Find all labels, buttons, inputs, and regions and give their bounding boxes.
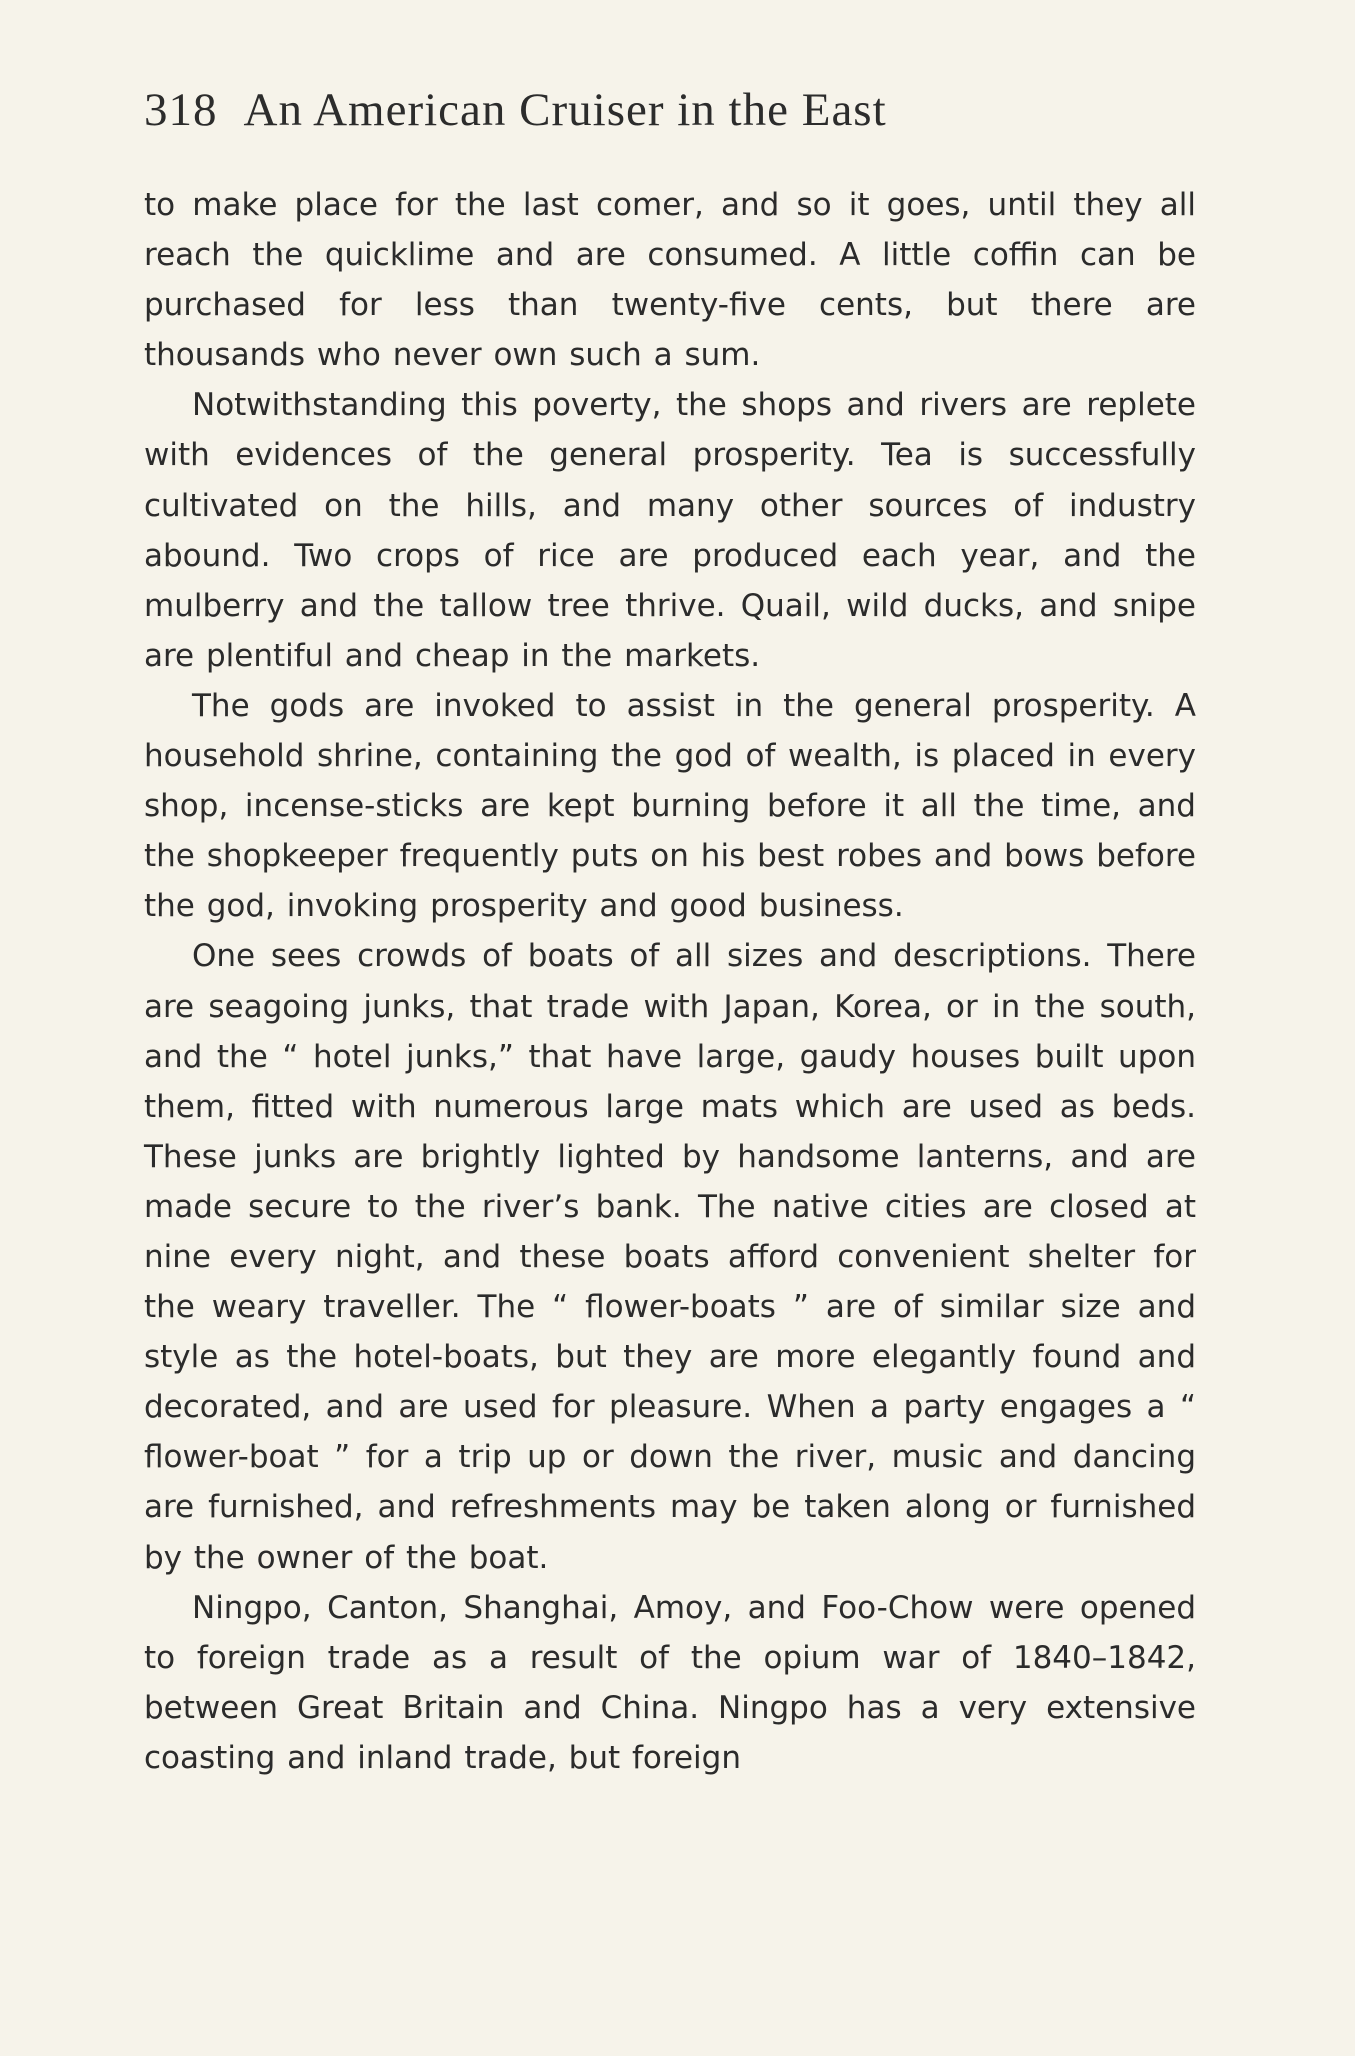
- paragraph-gods: The gods are invoked to assist in the general prosperity. A household shrine, containing the god of wealth, is placed in every shop, incense-sticks are kept burning before it all the time, and the shopkeeper frequently puts on his best robes and bows before the god, invoking prosperity and good business.: [144, 687, 1196, 925]
- running-title: An American Cruiser in the East: [243, 84, 887, 136]
- paragraph-boats: One sees crowds of boats of all sizes and descriptions. There are seagoing junks, that trade with Japan, Korea, or in the south, and the “ hotel junks,” that have large, gaudy houses built upon them, fitted with numerous large mats which are used as beds. These junks are brightly lighted by handsome lanterns, and are made secure to the river’s bank. The native cities are closed at nine every night, and these boats afford convenient shelter for the weary traveller. The “ flower-boats ” are of similar size and style as the hotel-boats, but they are more elegantly found and decorated, and are used for pleasure. When a party engages a “ flower-boat ” for a trip up or down the river, music and dancing are furnished, and refreshments may be taken along or furnished by the owner of the boat.: [144, 938, 1196, 1576]
- paragraph-prosperity: Notwithstanding this poverty, the shops and rivers are replete with evidences of the general prosperity. Tea is successfully cultivated on the hills, and many other sources of industry abound. Two crops of rice are produced each year, and the mulberry and the tallow tree thrive. Quail, wild ducks, and snipe are plentiful and cheap in the markets.: [144, 387, 1196, 674]
- page-number: 318: [144, 84, 218, 136]
- paragraph-ningpo: Ningpo, Canton, Shanghai, Amoy, and Foo-Chow were opened to foreign trade as a result of the opium war of 1840–1842, between Great Britain and China. Ningpo has a very extensive coasting and inland trade, but foreign: [144, 1589, 1196, 1776]
- paragraph-continued: to make place for the last comer, and so it goes, until they all reach the quicklime and are consumed. A little coffin can be purchased for less than twenty-five cents, but there are thousands who never own such a sum.: [144, 187, 1196, 374]
- running-head: [144, 80, 1194, 140]
- body-text: [144, 180, 1196, 1783]
